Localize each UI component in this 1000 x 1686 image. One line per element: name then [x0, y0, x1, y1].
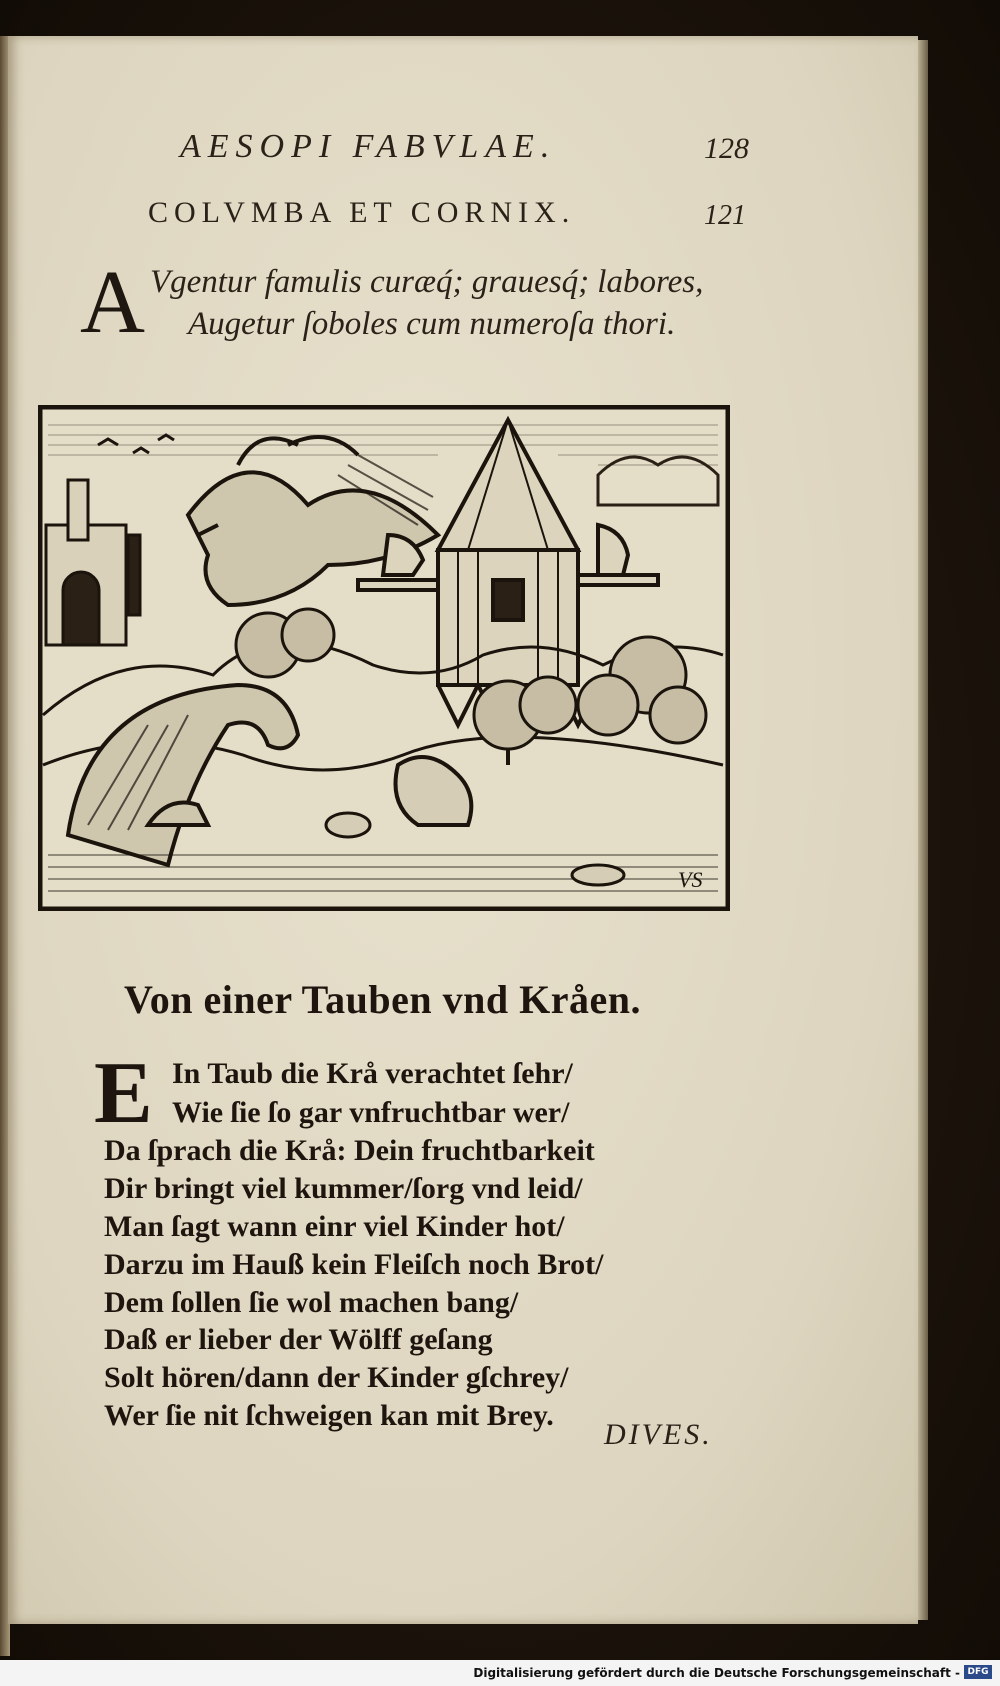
page-edge	[918, 40, 928, 1620]
verse-line-7: Dem ſollen ſie wol machen bang/	[104, 1286, 519, 1319]
verse-line-9: Solt hören/dann der Kinder gſchrey/	[104, 1361, 569, 1394]
german-title: Von einer Tauben vnd Kråen.	[124, 977, 641, 1022]
dfg-logo: DFG	[964, 1665, 992, 1679]
verse-line-5: Man ſagt wann einr viel Kinder hot/	[104, 1210, 565, 1243]
fable-number: 121	[704, 200, 746, 231]
verse-line-1: In Taub die Krå verachtet ſehr/	[172, 1057, 573, 1090]
verse-line-8: Daß er lieber der Wölff geſang	[104, 1323, 493, 1356]
woodcut-illustration	[38, 405, 730, 911]
woodcut-monogram: VS	[678, 867, 703, 892]
page-number: 128	[704, 132, 749, 165]
latin-line-1: Vgentur famulis curæq́; grauesq́; labores,	[150, 264, 704, 300]
running-head: AESOPI FABVLAE.	[180, 128, 557, 165]
verse-line-3: Da ſprach die Krå: Dein fruchtbarkeit	[104, 1134, 595, 1167]
closing-word: DIVES.	[604, 1418, 713, 1451]
verse-line-4: Dir bringt viel kummer/ſorg vnd leid/	[104, 1172, 583, 1205]
latin-line-2: Augetur ſoboles cum numeroſa thori.	[188, 306, 676, 342]
verse-line-6: Darzu im Hauß kein Fleiſch noch Brot/	[104, 1248, 604, 1281]
footer-credit: Digitalisierung gefördert durch die Deutsche Forschungsgemeinschaft -	[473, 1666, 960, 1680]
fable-title: COLVMBA ET CORNIX.	[148, 196, 576, 229]
verse-line-2: Wie ſie ſo gar vnfruchtbar wer/	[172, 1096, 570, 1129]
german-initial: E	[94, 1045, 153, 1142]
latin-initial: A	[80, 253, 145, 352]
verse-line-10: Wer ſie nit ſchweigen kan mit Brey.	[104, 1399, 554, 1432]
